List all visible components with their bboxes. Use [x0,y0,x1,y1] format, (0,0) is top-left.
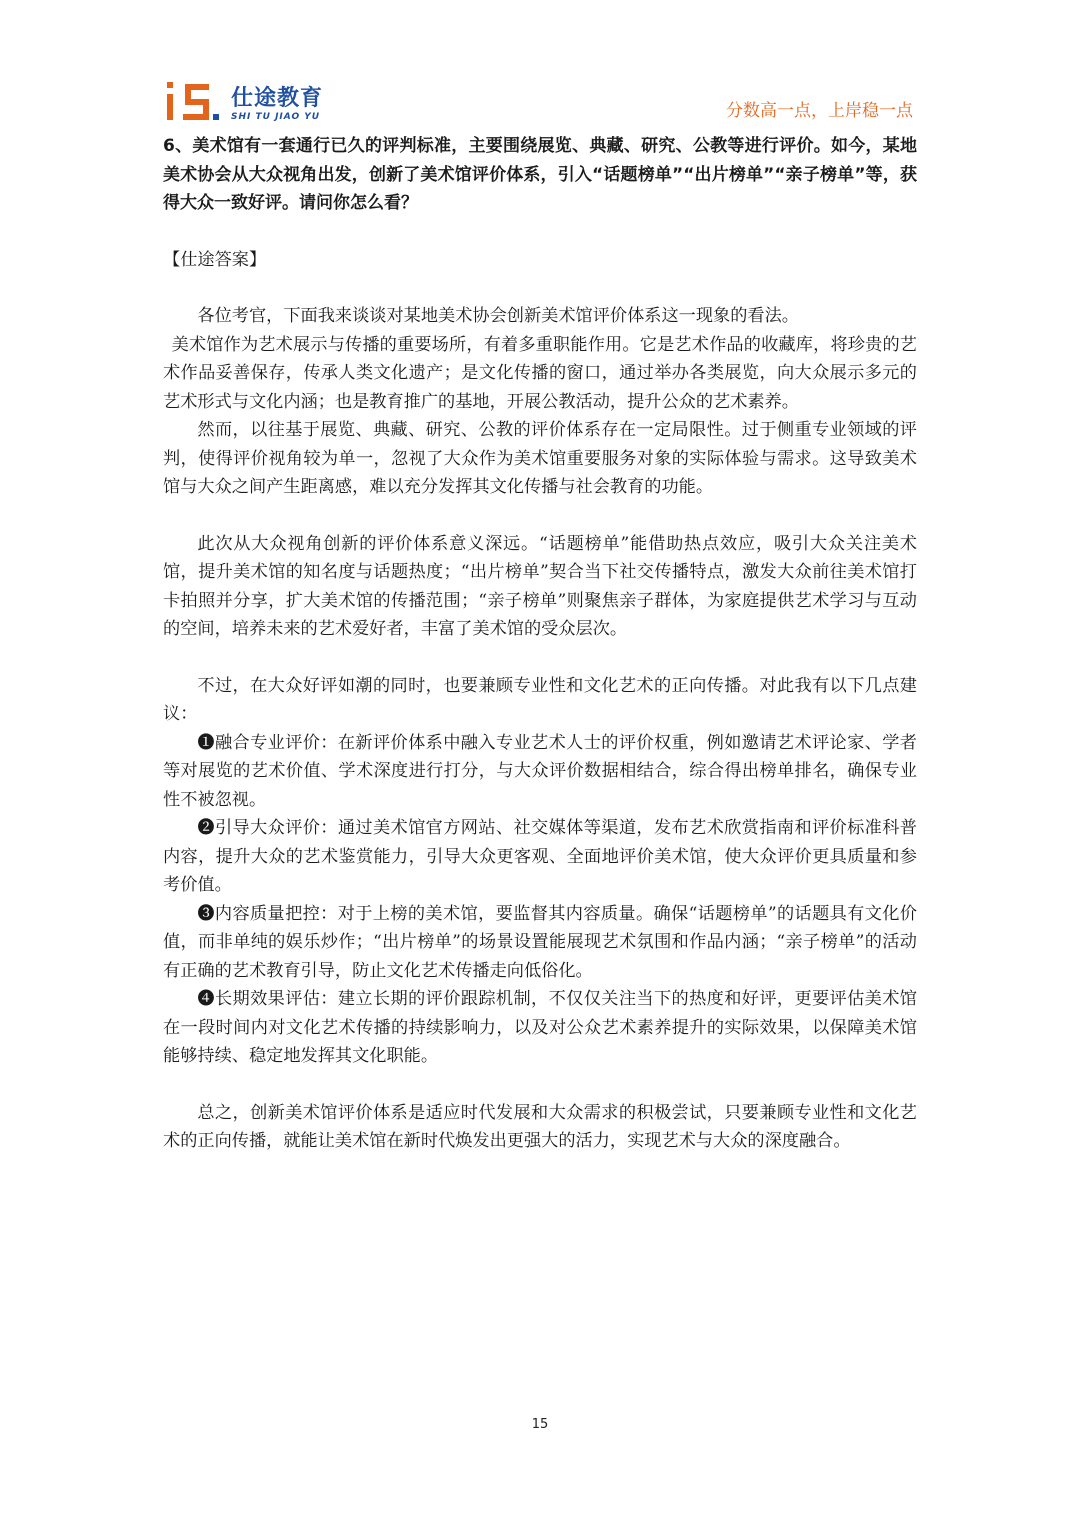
brand-name [231,88,323,122]
shitu-logo-icon [163,78,223,126]
page-header [163,78,913,128]
suggestion-item-4: ❹长期效果评估：建立长期的评价跟踪机制，不仅仅关注当下的热度和好评，更要评估美术馆在一段时间内对文化艺术传播的持续影响力，以及对公众艺术素养提升的实际效果，以保障美术馆能够持续、稳定地发挥其文化职能。 [163,989,917,1066]
suggestion-item-1: ❶融合专业评价：在新评价体系中融入专业艺术人士的评价权重，例如邀请艺术评论家、学者等对展览的艺术价值、学术深度进行打分，与大众评价数据相结合，综合得出榜单排名，确保专业性不被忽视。 [163,732,917,810]
question-text: 6、美术馆有一套通行已久的评判标准，主要围绕展览、典藏、研究、公教等进行评价。如今，某地美术协会从大众视角出发，创新了美术馆评价体系，引入“话题榜单”“出片榜单”“亲子榜单”等，获得大众一致好评。请问你怎么看？ [163,136,917,213]
document-body [163,132,917,1156]
page-number: 15 [531,1417,549,1432]
paragraph-significance: 此次从大众视角创新的评价体系意义深远。“话题榜单”能借助热点效应，吸引大众关注美术馆，提升美术馆的知名度与话题热度；“出片榜单”契合当下社交传播特点，激发大众前往美术馆打卡拍照并分享，扩大美术馆的传播范围；“亲子榜单”则聚焦亲子群体，为家庭提供艺术学习与互动的空间，培养未来的艺术爱好者，丰富了美术馆的受众层次。 [163,533,917,639]
paragraph-intro: 各位考官，下面我来谈谈对某地美术协会创新美术馆评价体系这一现象的看法。 [197,306,799,326]
suggestion-item-3: ❸内容质量把控：对于上榜的美术馆，要监督其内容质量。确保“话题榜单”的话题具有文化价值，而非单纯的娱乐炒作；“出片榜单”的场景设置能展现艺术氛围和作品内涵；“亲子榜单”的活动有正确的艺术教育引导，防止文化艺术传播走向低俗化。 [163,903,917,981]
paragraph-conclusion: 总之，创新美术馆评价体系是适应时代发展和大众需求的积极尝试，只要兼顾专业性和文化艺术的正向传播，就能让美术馆在新时代焕发出更强大的活力，实现艺术与大众的深度融合。 [163,1102,917,1151]
brand-pinyin: SHI TU JIAO YU [231,112,321,122]
paragraph-suggestions-intro: 不过，在大众好评如潮的同时，也要兼顾专业性和文化艺术的正向传播。对此我有以下几点建议： [163,675,917,724]
suggestion-item-2: ❷引导大众评价：通过美术馆官方网站、社交媒体等渠道，发布艺术欣赏指南和评价标准科普内容，提升大众的艺术鉴赏能力，引导大众更客观、全面地评价美术馆，使大众评价更具质量和参考价值。 [163,818,917,895]
paragraph-limitations: 然而，以往基于展览、典藏、研究、公教的评价体系存在一定局限性。过于侧重专业领域的评判，使得评价视角较为单一，忽视了大众作为美术馆重要服务对象的实际体验与需求。这导致美术馆与大众之间产生距离感，难以充分发挥其文化传播与社会教育的功能。 [163,420,917,497]
brand-chinese: 仕途教育 [231,86,324,111]
paragraph-functions: 美术馆作为艺术展示与传播的重要场所，有着多重职能作用。它是艺术作品的收藏库，将珍贵的艺术作品妥善保存，传承人类文化遗产；是文化传播的窗口，通过举办各类展览，向大众展示多元的艺术形式与文化内涵；也是教育推广的基地，开展公教活动，提升公众的艺术素养。 [163,334,917,412]
header-slogan: 分数高一点，上岸稳一点 [726,101,913,121]
answer-label: 【仕途答案】 [163,249,267,270]
